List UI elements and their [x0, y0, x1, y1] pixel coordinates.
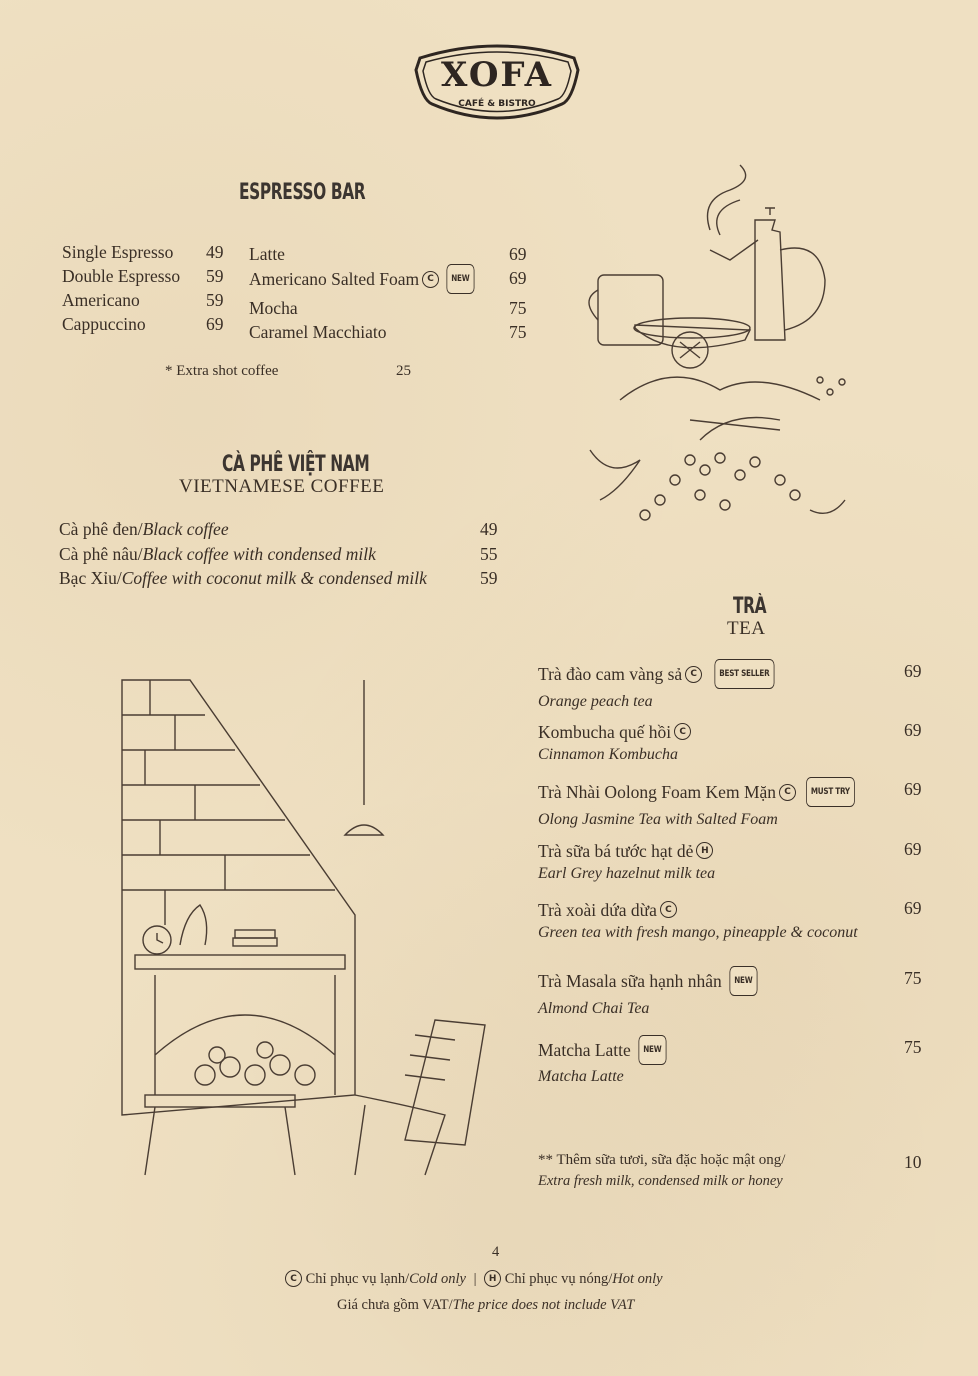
extra-shot-price: 25 [396, 363, 411, 379]
extra-shot-label: * Extra shot coffee [165, 363, 279, 379]
menu-item: Cà phê đen/Black coffee 49 [59, 519, 498, 539]
serving-legend: C Chỉ phục vụ lạnh/Cold only | H Chỉ phục vụ nóng/Hot only [285, 1271, 663, 1288]
best-seller-badge: BEST SELLER [714, 659, 774, 689]
tea-item: Trà Masala sữa hạnh nhân NEW Almond Chai Tea 75 [538, 968, 922, 1017]
cold-only-icon: C [285, 1270, 302, 1287]
cold-only-icon: C [660, 901, 677, 918]
tea-subtitle: TEA [727, 618, 766, 639]
menu-item: Cà phê nâu/Black coffee with condensed milk 55 [59, 543, 498, 564]
fireplace-illustration [105, 675, 495, 1195]
coffee-pot-illustration [580, 160, 870, 540]
menu-item: Americano 59 [62, 290, 224, 310]
must-try-badge: MUST TRY [806, 777, 855, 807]
new-badge: NEW [447, 264, 475, 294]
menu-item: Single Espresso 49 [62, 242, 224, 262]
menu-item: Cappuccino 69 [62, 314, 224, 334]
menu-item: Bạc Xỉu/Coffee with coconut milk & condensed milk 59 [59, 568, 498, 588]
new-badge: NEW [730, 966, 758, 996]
cold-only-icon: C [422, 271, 439, 288]
menu-item: Americano Salted Foam C NEW 69 [249, 266, 539, 296]
tea-item: Matcha Latte NEW Matcha Latte 75 [538, 1037, 922, 1085]
tea-title: TRÀ [733, 594, 767, 619]
menu-item: Caramel Macchiato 75 [249, 322, 527, 342]
new-badge: NEW [639, 1035, 667, 1065]
vietnamese-list [59, 517, 509, 591]
vietnamese-title: CÀ PHÊ VIỆT NAM [222, 452, 370, 477]
vat-note: Giá chưa gồm VAT/The price does not include VAT [337, 1297, 635, 1313]
tea-item: Trà đào cam vàng sả C BEST SELLER Orange peach tea 69 [538, 661, 922, 710]
tea-item: Trà Nhài Oolong Foam Kem Mặn C MUST TRY Olong Jasmine Tea with Salted Foam 69 [538, 779, 922, 828]
tea-extra: ** Thêm sữa tươi, sữa đặc hoặc mật ong/ Extra fresh milk, condensed milk or honey 10 [538, 1152, 922, 1189]
tea-item: Kombucha quế hồi C Cinnamon Kombucha 69 [538, 720, 922, 763]
vietnamese-subtitle: VIETNAMESE COFFEE [179, 476, 385, 497]
cold-only-icon: C [685, 666, 702, 683]
menu-item: Mocha 75 [249, 298, 527, 318]
espresso-title: ESPRESSO BAR [239, 180, 366, 205]
espresso-left-list [62, 240, 232, 336]
hot-only-icon: H [696, 842, 713, 859]
page-number: 4 [492, 1244, 500, 1260]
cold-only-icon: C [779, 784, 796, 801]
menu-item: Latte 69 [249, 244, 527, 264]
tea-item: Trà xoài dứa dừa C Green tea with fresh mango, pineapple & coconut 69 [538, 898, 922, 941]
menu-item: Double Espresso 59 [62, 266, 224, 286]
cold-only-icon: C [674, 723, 691, 740]
hot-only-icon: H [484, 1270, 501, 1287]
tea-item: Trà sữa bá tước hạt dẻ H Earl Grey hazelnut milk tea 69 [538, 839, 922, 882]
espresso-right-list [249, 242, 539, 344]
xofa-logo [412, 40, 582, 124]
logo-name: XOFA [441, 55, 553, 95]
logo-tagline: CAFÉ & BISTRO [458, 99, 536, 109]
